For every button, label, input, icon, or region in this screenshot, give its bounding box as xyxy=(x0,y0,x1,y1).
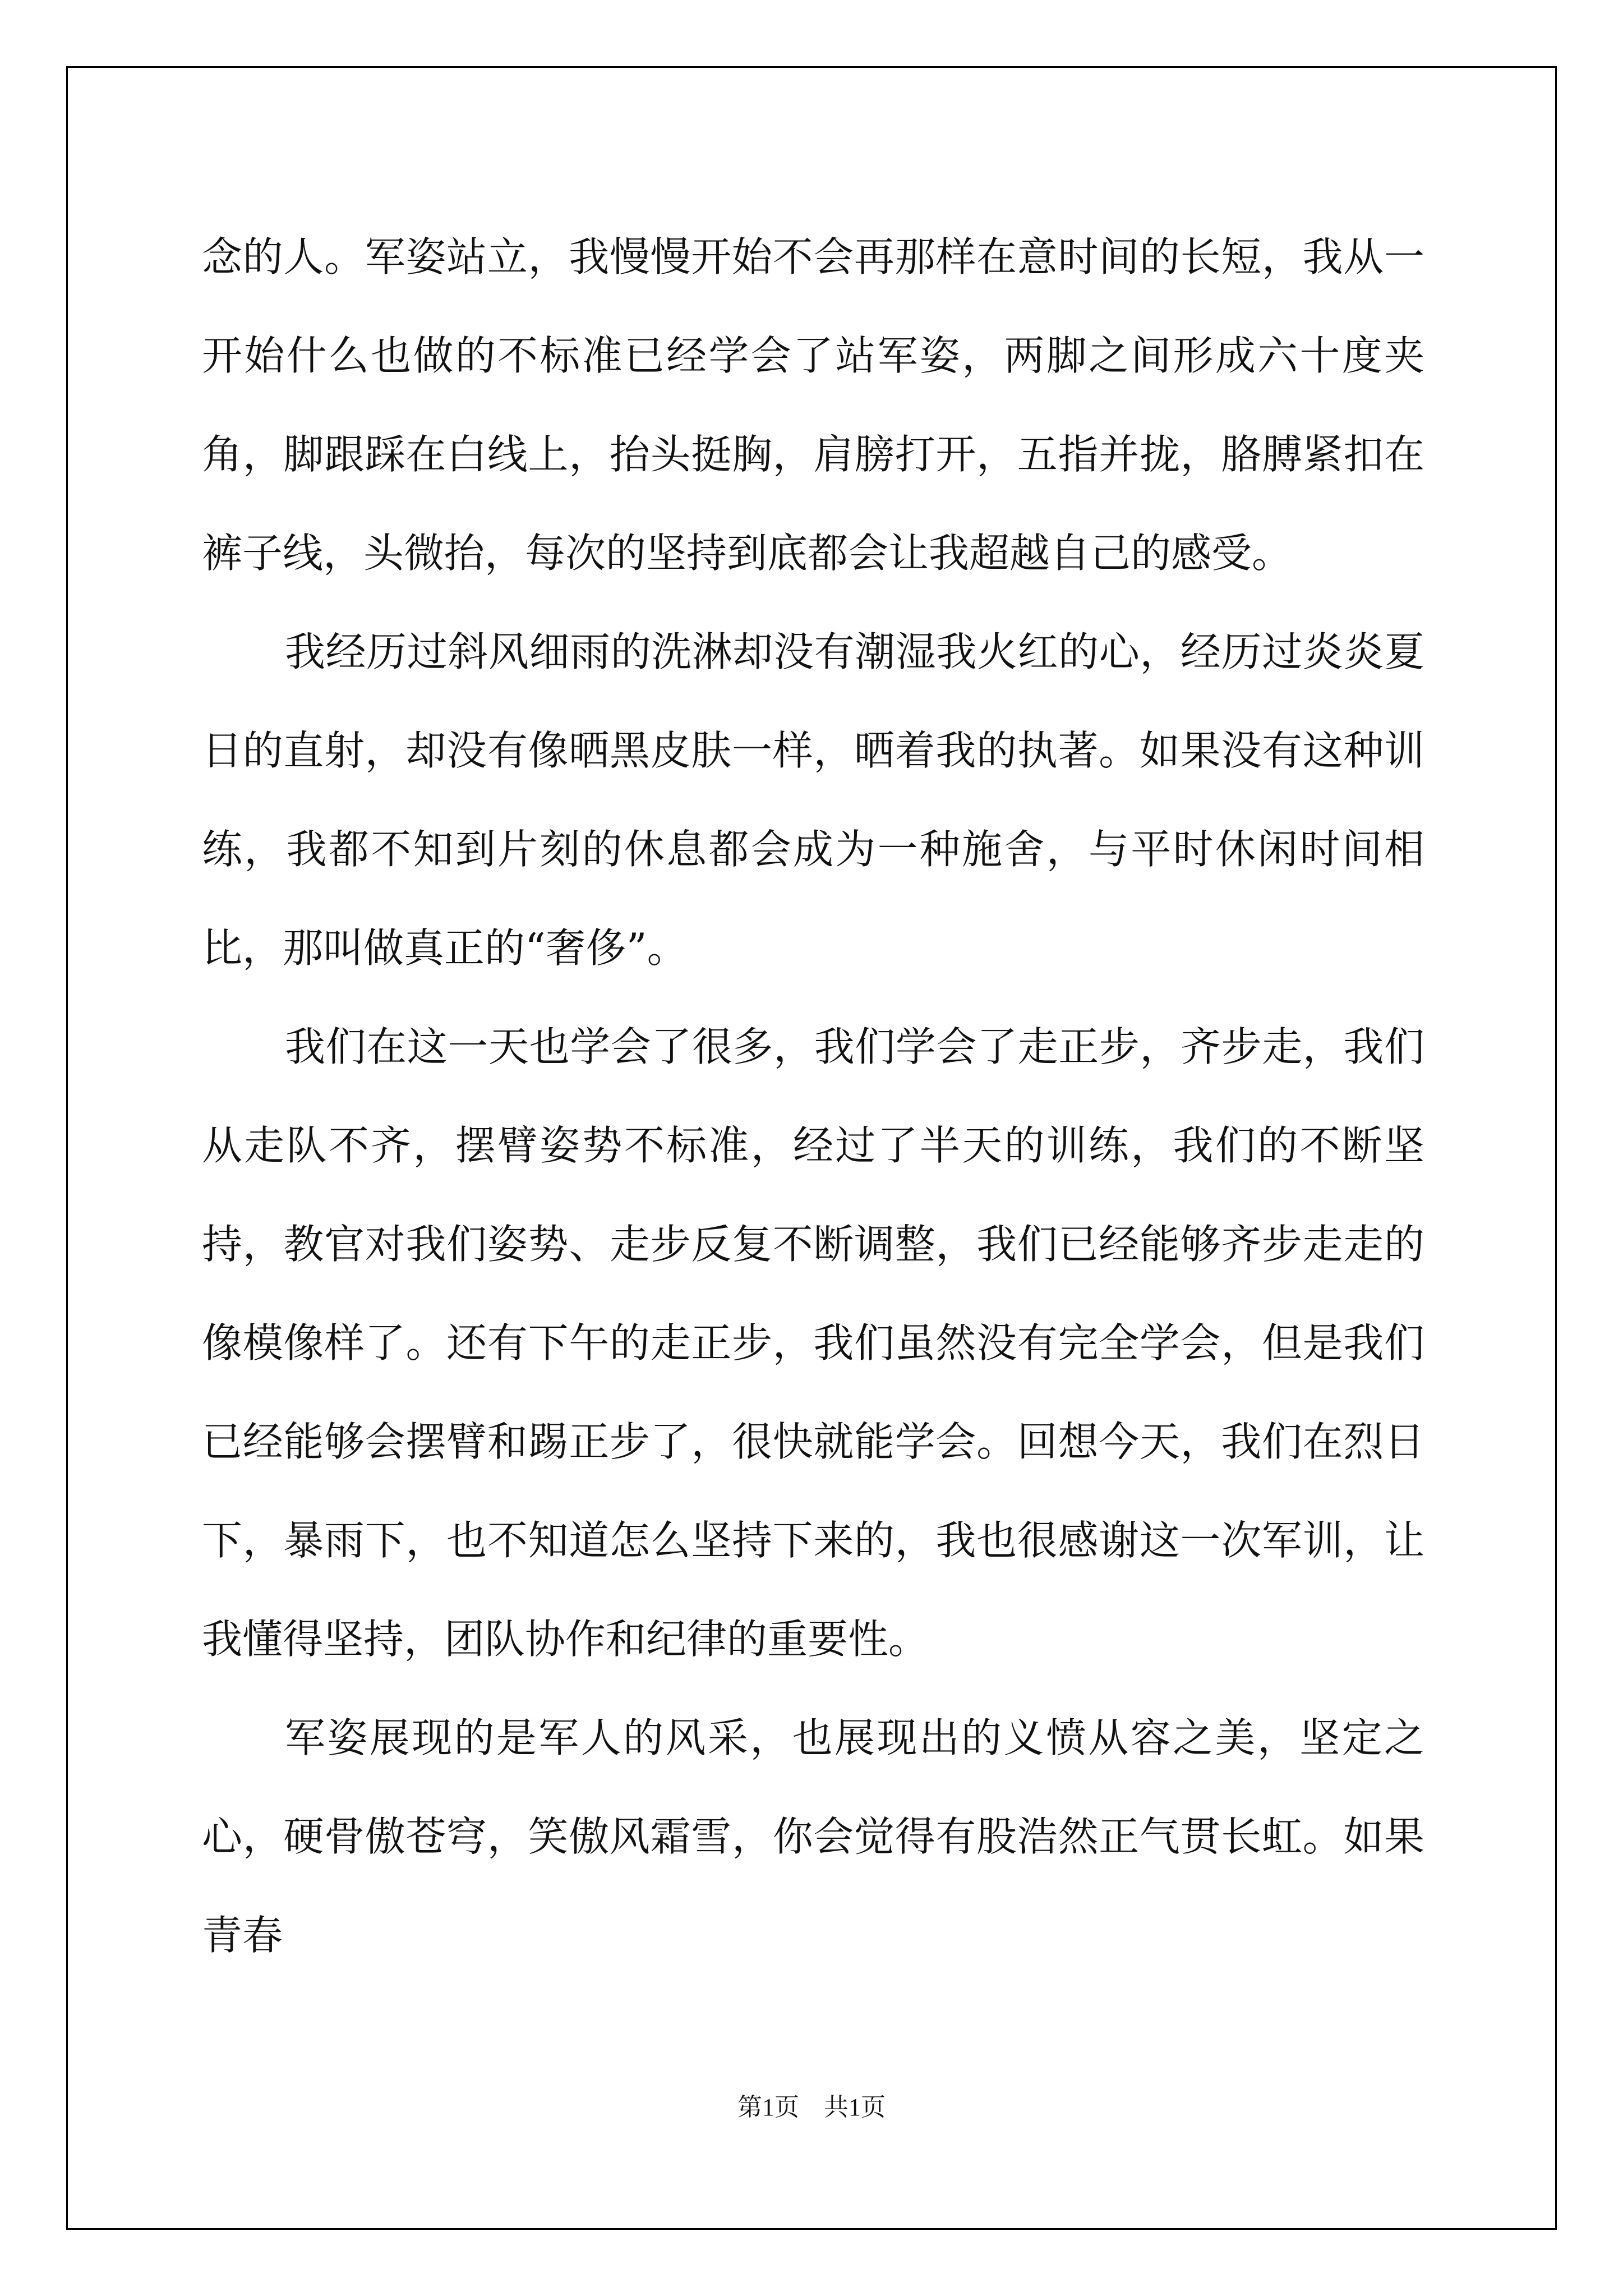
paragraph: 军姿展现的是军人的风采，也展现出的义愤从容之美，坚定之心，硬骨傲苍穹，笑傲风霜雪，你会觉得有股浩然正气贯长虹。如果青春 xyxy=(202,1714,1424,1959)
paragraph: 我们在这一天也学会了很多，我们学会了走正步，齐步走，我们从走队不齐，摆臂姿势不标准，经过了半天的训练，我们的不断坚持，教官对我们姿势、走步反复不断调整，我们已经能够齐步走走的像模像样了。还有下午的走正步，我们虽然没有完全学会，但是我们已经能够会摆臂和踢正步了，很快就能学会。回想今天，我们在烈日下，暴雨下，也不知道怎么坚持下来的，我也很感谢这一次军训，让我懂得坚持，团队协作和纪律的重要性。 xyxy=(202,1023,1424,1663)
document-body xyxy=(202,208,1424,1985)
paragraph: 我经历过斜风细雨的洗淋却没有潮湿我火红的心，经历过炎炎夏日的直射，却没有像晒黑皮肤一样，晒着我的执著。如果没有这种训练，我都不知到片刻的休息都会成为一种施舍，与平时休闲时间相比，那叫做真正的“奢侈”。 xyxy=(202,628,1424,972)
paragraph: 念的人。军姿站立，我慢慢开始不会再那样在意时间的长短，我从一开始什么也做的不标准已经学会了站军姿，两脚之间形成六十度夹角，脚跟踩在白线上，抬头挺胸，肩膀打开，五指并拢，胳膊紧扣在裤子线，头微抬，每次的坚持到底都会让我超越自己的感受。 xyxy=(202,233,1424,577)
page-footer: 第1页 共1页 xyxy=(737,2093,886,2121)
